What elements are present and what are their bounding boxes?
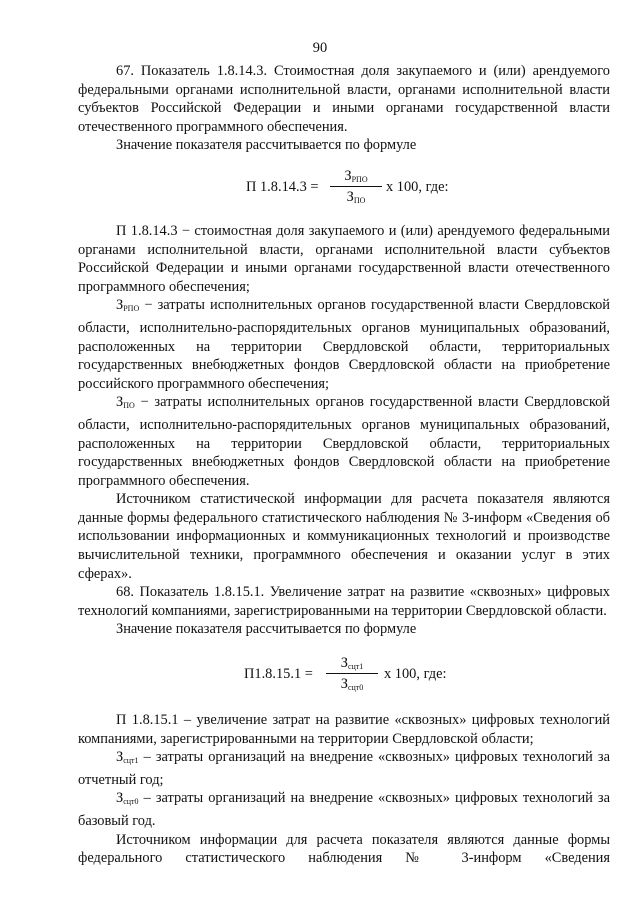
paragraph-definition-p2: П 1.8.15.1 – увеличение затрат на развитие «сквозных» цифровых технологий компаниями, зарегистрированными на территории Свердловской области; xyxy=(78,712,610,747)
document-body xyxy=(78,62,610,868)
formula-1-left: П 1.8.14.3 = xyxy=(246,178,319,195)
formula-2-fraction xyxy=(324,653,380,694)
paragraph-source-1: Источником статистической информации для расчета показателя являются данные формы федерального статистического наблюдения № 3-информ «Сведения об использовании информационных и коммуникационных технологий и производстве вычислительной техники, программного обеспечения и оказании услуг в этих сферах». xyxy=(78,491,610,582)
page-number: 90 xyxy=(312,40,328,56)
formula-2-denominator: $З_{сцт0}$ xyxy=(340,676,364,693)
paragraph-indicator-68: 68. Показатель 1.8.15.1. Увеличение затрат на развитие «сквозных» цифровых технологий компаниями, зарегистрированными на территории Свердловской области. xyxy=(78,584,610,619)
formula-2-left: П1.8.15.1 = xyxy=(244,666,313,683)
paragraph-formula-intro-1: Значение показателя рассчитывается по формуле xyxy=(116,137,417,154)
formula-1 xyxy=(78,166,610,208)
paragraph-indicator-67: 67. Показатель 1.8.14.3. Стоимостная доля закупаемого и (или) арендуемого федеральными органами исполнительной власти, органами исполнительной власти субъектов Российской Федерации и иными органами государственной власти отечественного программного обеспечения. xyxy=(78,63,610,135)
formula-2-right: х 100, где: xyxy=(384,666,447,683)
paragraph-formula-intro-2: Значение показателя рассчитывается по формуле xyxy=(116,621,417,638)
formula-1-denominator: $З_{ПО}$ xyxy=(346,188,366,205)
paragraph-definition-zrpo: $З_{РПО}$ − затраты исполнительных органов государственной власти Свердловской области, исполнительно-распорядительных органов муниципальных образований, расположенных на территории Свердловской области, территориальных государственных внебюджетных фондов Свердловской области на приобретение российского программного обеспечения; xyxy=(78,297,610,392)
formula-1-numerator: $З_{РПО}$ xyxy=(344,167,368,184)
paragraph-definition-zpo: $З_{ПО}$ − затраты исполнительных органов государственной власти Свердловской области, исполнительно-распорядительных органов муниципальных образований, расположенных на территории Свердловской области, территориальных государственных внебюджетных фондов Свердловской области на приобретение программного обеспечения. xyxy=(78,394,610,489)
paragraph-definition-p: П 1.8.14.3 − стоимостная доля закупаемого и (или) арендуемого федеральными органами исполнительной власти, органами исполнительной власти субъектов Российской Федерации и иными органами государственной власти отечественного программного обеспечения; xyxy=(78,222,610,295)
paragraph-source-2: Источником информации для расчета показателя являются данные формы федерального статистического наблюдения № 3-информ «Сведения xyxy=(78,831,610,867)
formula-1-fraction xyxy=(328,166,384,207)
formula-2 xyxy=(78,653,610,695)
formula-2-numerator: $З_{сцт1}$ xyxy=(340,655,364,672)
paragraph-definition-zsct0: $З_{сцт0}$ – затраты организаций на внедрение «сквозных» цифровых технологий за базовый год. xyxy=(78,790,610,829)
formula-1-right: х 100, где: xyxy=(386,178,449,195)
paragraph-definition-zsct1: $З_{сцт1}$ – затраты организаций на внедрение «сквозных» цифровых технологий за отчетный год; xyxy=(78,749,610,788)
